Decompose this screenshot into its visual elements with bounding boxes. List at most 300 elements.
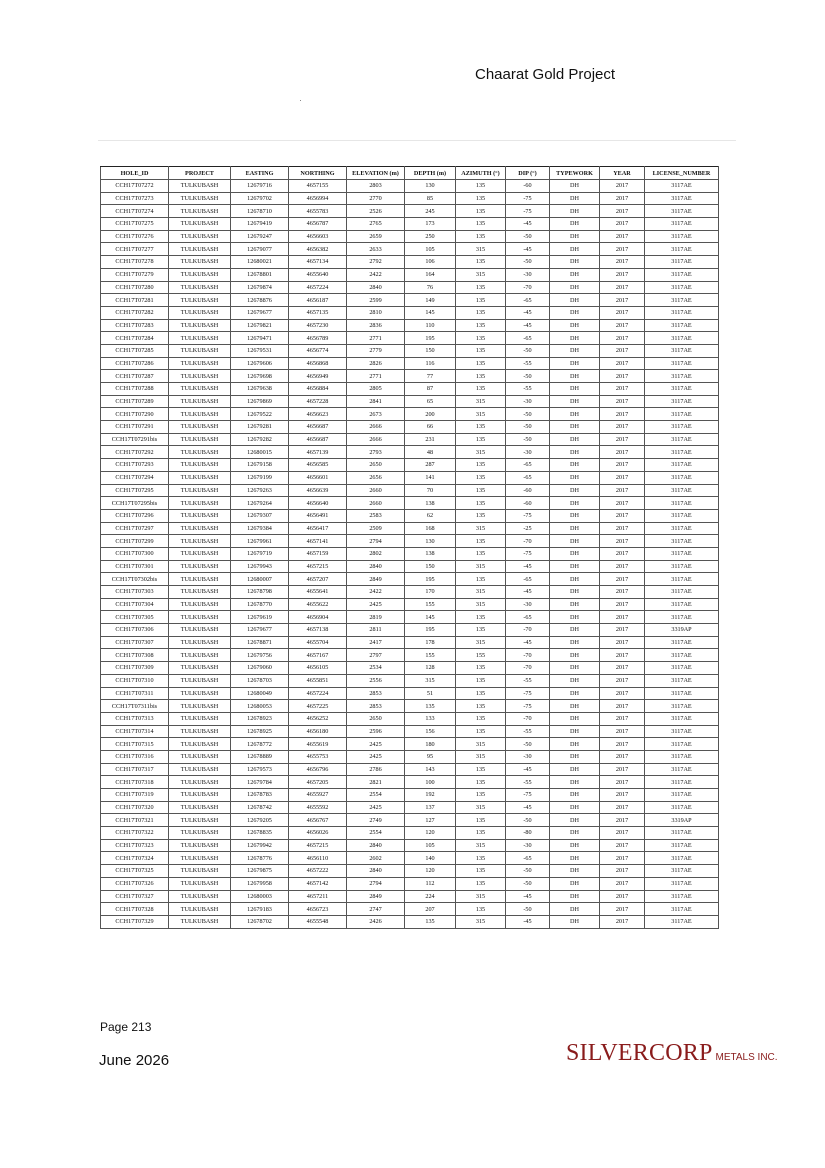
table-cell: CCH17T07311bis (101, 700, 169, 713)
table-cell: -30 (506, 268, 550, 281)
column-header: HOLE_ID (101, 167, 169, 180)
table-cell: CCH17T07302bis (101, 573, 169, 586)
table-cell: -80 (506, 827, 550, 840)
table-cell: 4657141 (289, 535, 347, 548)
table-cell: 3117AE (645, 877, 719, 890)
table-cell: 3117AE (645, 738, 719, 751)
table-cell: DH (550, 281, 600, 294)
table-cell: 2017 (600, 294, 645, 307)
table-row (101, 738, 719, 751)
table-cell: 4657159 (289, 547, 347, 560)
table-row (101, 459, 719, 472)
table-cell: 4656787 (289, 218, 347, 231)
table-cell: DH (550, 383, 600, 396)
table-cell: DH (550, 662, 600, 675)
table-cell: 135 (456, 535, 506, 548)
table-cell: 137 (405, 801, 456, 814)
table-cell: 4656105 (289, 662, 347, 675)
table-cell: 12679821 (231, 319, 289, 332)
table-cell: TULKUBASH (169, 839, 231, 852)
table-cell: -70 (506, 624, 550, 637)
table-cell: 315 (456, 243, 506, 256)
table-cell: 2660 (347, 497, 405, 510)
table-cell: 2659 (347, 230, 405, 243)
table-cell: 4655704 (289, 636, 347, 649)
table-row (101, 611, 719, 624)
table-row (101, 776, 719, 789)
table-cell: 4656603 (289, 230, 347, 243)
table-cell: TULKUBASH (169, 700, 231, 713)
table-cell: 4657207 (289, 573, 347, 586)
table-row (101, 344, 719, 357)
table-cell: -50 (506, 814, 550, 827)
column-header: YEAR (600, 167, 645, 180)
table-cell: -70 (506, 281, 550, 294)
table-cell: 135 (456, 484, 506, 497)
table-cell: 3117AE (645, 636, 719, 649)
table-cell: CCH17T07310 (101, 674, 169, 687)
table-cell: 4656949 (289, 370, 347, 383)
table-cell: 4656640 (289, 497, 347, 510)
table-cell: 4656601 (289, 471, 347, 484)
table-cell: 168 (405, 522, 456, 535)
logo-main-text: SILVERCORP (566, 1040, 713, 1066)
table-cell: CCH17T07285 (101, 344, 169, 357)
table-row (101, 319, 719, 332)
table-cell: 2017 (600, 598, 645, 611)
table-cell: 2017 (600, 814, 645, 827)
table-row (101, 750, 719, 763)
table-cell: DH (550, 789, 600, 802)
table-cell: 4656252 (289, 712, 347, 725)
table-cell: 315 (456, 839, 506, 852)
table-cell: 135 (456, 814, 506, 827)
table-cell: 112 (405, 877, 456, 890)
table-cell: 4656491 (289, 509, 347, 522)
table-cell: 2017 (600, 547, 645, 560)
table-row (101, 243, 719, 256)
table-cell: 12679199 (231, 471, 289, 484)
table-cell: 2660 (347, 484, 405, 497)
table-cell: DH (550, 344, 600, 357)
table-cell: 12678770 (231, 598, 289, 611)
table-cell: 3117AE (645, 459, 719, 472)
table-cell: CCH17T07306 (101, 624, 169, 637)
table-cell: 12678772 (231, 738, 289, 751)
table-cell: 4656723 (289, 903, 347, 916)
table-cell: -60 (506, 497, 550, 510)
table-cell: 3117AE (645, 446, 719, 459)
table-cell: DH (550, 712, 600, 725)
table-row (101, 408, 719, 421)
table-cell: 2017 (600, 763, 645, 776)
table-cell: 12678801 (231, 268, 289, 281)
table-cell: -50 (506, 433, 550, 446)
table-cell: 4656796 (289, 763, 347, 776)
table-cell: 87 (405, 383, 456, 396)
table-cell: DH (550, 687, 600, 700)
table-cell: 178 (405, 636, 456, 649)
table-cell: DH (550, 497, 600, 510)
table-row (101, 383, 719, 396)
table-cell: TULKUBASH (169, 294, 231, 307)
table-row (101, 522, 719, 535)
table-cell: CCH17T07291bis (101, 433, 169, 446)
table-row (101, 268, 719, 281)
table-cell: CCH17T07307 (101, 636, 169, 649)
column-header: PROJECT (169, 167, 231, 180)
table-row (101, 560, 719, 573)
table-cell: 3117AE (645, 674, 719, 687)
table-cell: 12678923 (231, 712, 289, 725)
table-cell: 3117AE (645, 230, 719, 243)
table-cell: CCH17T07321 (101, 814, 169, 827)
table-cell: TULKUBASH (169, 649, 231, 662)
table-cell: 3117AE (645, 408, 719, 421)
table-cell: CCH17T07284 (101, 332, 169, 345)
table-cell: 3117AE (645, 180, 719, 193)
table-cell: CCH17T07328 (101, 903, 169, 916)
table-cell: 2017 (600, 560, 645, 573)
table-cell: 315 (456, 915, 506, 928)
table-cell: 3117AE (645, 421, 719, 434)
table-row (101, 446, 719, 459)
table-cell: 3117AE (645, 865, 719, 878)
table-cell: TULKUBASH (169, 662, 231, 675)
table-cell: 3117AE (645, 789, 719, 802)
table-cell: -45 (506, 218, 550, 231)
table-cell: CCH17T07324 (101, 852, 169, 865)
table-cell: 3117AE (645, 890, 719, 903)
table-cell: 315 (456, 750, 506, 763)
table-cell: 195 (405, 332, 456, 345)
table-cell: 173 (405, 218, 456, 231)
table-cell: 4657215 (289, 839, 347, 852)
table-cell: DH (550, 192, 600, 205)
table-cell: 150 (405, 344, 456, 357)
table-cell: 135 (456, 877, 506, 890)
table-cell: -30 (506, 395, 550, 408)
table-cell: 149 (405, 294, 456, 307)
table-cell: CCH17T07301 (101, 560, 169, 573)
table-cell: 155 (405, 598, 456, 611)
table-cell: 135 (456, 763, 506, 776)
table-cell: 2526 (347, 205, 405, 218)
table-cell: DH (550, 598, 600, 611)
table-cell: 207 (405, 903, 456, 916)
table-cell: 2811 (347, 624, 405, 637)
table-cell: TULKUBASH (169, 205, 231, 218)
table-cell: 3117AE (645, 294, 719, 307)
table-cell: TULKUBASH (169, 535, 231, 548)
table-cell: 3117AE (645, 560, 719, 573)
table-cell: 4657225 (289, 700, 347, 713)
table-cell: 128 (405, 662, 456, 675)
table-cell: 2810 (347, 306, 405, 319)
table-cell: 120 (405, 827, 456, 840)
table-cell: 48 (405, 446, 456, 459)
table-cell: CCH17T07277 (101, 243, 169, 256)
table-cell: CCH17T07281 (101, 294, 169, 307)
table-cell: 12679677 (231, 306, 289, 319)
table-cell: 315 (456, 268, 506, 281)
table-cell: DH (550, 459, 600, 472)
table-cell: 2017 (600, 522, 645, 535)
table-cell: TULKUBASH (169, 852, 231, 865)
table-cell: 4656774 (289, 344, 347, 357)
table-cell: DH (550, 535, 600, 548)
table-cell: 12678889 (231, 750, 289, 763)
table-cell: TULKUBASH (169, 547, 231, 560)
table-cell: 12679264 (231, 497, 289, 510)
table-cell: 2771 (347, 370, 405, 383)
table-cell: 3117AE (645, 915, 719, 928)
table-cell: CCH17T07274 (101, 205, 169, 218)
table-cell: DH (550, 915, 600, 928)
table-cell: 135 (456, 674, 506, 687)
table-cell: 4657167 (289, 649, 347, 662)
table-cell: CCH17T07287 (101, 370, 169, 383)
table-cell: 3117AE (645, 433, 719, 446)
table-row (101, 370, 719, 383)
table-cell: DH (550, 801, 600, 814)
table-row (101, 547, 719, 560)
table-cell: 2826 (347, 357, 405, 370)
table-cell: 12678703 (231, 674, 289, 687)
table-cell: -75 (506, 509, 550, 522)
table-cell: 12680007 (231, 573, 289, 586)
table-cell: 12678776 (231, 852, 289, 865)
table-cell: 3117AE (645, 700, 719, 713)
table-cell: 2017 (600, 586, 645, 599)
table-cell: 4656026 (289, 827, 347, 840)
table-cell: DH (550, 763, 600, 776)
table-cell: 287 (405, 459, 456, 472)
table-cell: 2673 (347, 408, 405, 421)
table-cell: 4655641 (289, 586, 347, 599)
table-cell: -75 (506, 192, 550, 205)
table-cell: TULKUBASH (169, 180, 231, 193)
table-cell: TULKUBASH (169, 738, 231, 751)
table-cell: CCH17T07276 (101, 230, 169, 243)
table-cell: -55 (506, 357, 550, 370)
table-cell: 2017 (600, 700, 645, 713)
table-cell: CCH17T07327 (101, 890, 169, 903)
table-cell: 135 (456, 624, 506, 637)
table-cell: -75 (506, 700, 550, 713)
table-cell: 4655640 (289, 268, 347, 281)
table-cell: 12679282 (231, 433, 289, 446)
table-cell: CCH17T07319 (101, 789, 169, 802)
table-cell: CCH17T07292 (101, 446, 169, 459)
table-cell: 135 (456, 332, 506, 345)
table-cell: 2017 (600, 497, 645, 510)
table-cell: 2666 (347, 433, 405, 446)
table-cell: -75 (506, 547, 550, 560)
table-cell: 2849 (347, 573, 405, 586)
table-cell: TULKUBASH (169, 408, 231, 421)
table-cell: 4656767 (289, 814, 347, 827)
table-cell: 315 (456, 598, 506, 611)
table-cell: 2534 (347, 662, 405, 675)
table-cell: 2836 (347, 319, 405, 332)
table-cell: CCH17T07289 (101, 395, 169, 408)
table-cell: CCH17T07297 (101, 522, 169, 535)
table-row (101, 484, 719, 497)
table-cell: CCH17T07320 (101, 801, 169, 814)
table-cell: 12678702 (231, 915, 289, 928)
table-cell: TULKUBASH (169, 636, 231, 649)
table-cell: 2017 (600, 738, 645, 751)
table-cell: 2792 (347, 256, 405, 269)
table-cell: 3117AE (645, 573, 719, 586)
table-cell: 315 (405, 674, 456, 687)
table-cell: TULKUBASH (169, 611, 231, 624)
table-row (101, 205, 719, 218)
table-cell: 12678871 (231, 636, 289, 649)
table-cell: 12679869 (231, 395, 289, 408)
table-cell: 315 (456, 408, 506, 421)
table-cell: DH (550, 852, 600, 865)
table-cell: -65 (506, 611, 550, 624)
table-cell: 2417 (347, 636, 405, 649)
table-cell: 3117AE (645, 395, 719, 408)
table-cell: CCH17T07288 (101, 383, 169, 396)
table-cell: TULKUBASH (169, 332, 231, 345)
table-cell: 135 (456, 509, 506, 522)
table-cell: 77 (405, 370, 456, 383)
table-cell: 135 (456, 383, 506, 396)
table-cell: -70 (506, 712, 550, 725)
table-cell: 2017 (600, 674, 645, 687)
table-cell: 2797 (347, 649, 405, 662)
table-cell: DH (550, 230, 600, 243)
table-cell: 135 (456, 421, 506, 434)
table-cell: 145 (405, 611, 456, 624)
table-cell: 145 (405, 306, 456, 319)
table-cell: TULKUBASH (169, 446, 231, 459)
table-cell: 231 (405, 433, 456, 446)
table-cell: TULKUBASH (169, 459, 231, 472)
table-cell: TULKUBASH (169, 383, 231, 396)
table-cell: -50 (506, 370, 550, 383)
table-cell: 12679384 (231, 522, 289, 535)
table-cell: 4655927 (289, 789, 347, 802)
table-cell: DH (550, 256, 600, 269)
table-cell: 2017 (600, 408, 645, 421)
table-cell: -45 (506, 306, 550, 319)
table-cell: 12679247 (231, 230, 289, 243)
table-cell: 3117AE (645, 839, 719, 852)
table-cell: CCH17T07293 (101, 459, 169, 472)
table-cell: 3319AP (645, 624, 719, 637)
table-cell: DH (550, 446, 600, 459)
table-row (101, 332, 719, 345)
table-cell: 3117AE (645, 598, 719, 611)
table-cell: -75 (506, 205, 550, 218)
table-cell: 12679677 (231, 624, 289, 637)
table-cell: 2017 (600, 865, 645, 878)
table-row (101, 814, 719, 827)
table-cell: CCH17T07325 (101, 865, 169, 878)
column-header: AZIMUTH (°) (456, 167, 506, 180)
table-cell: DH (550, 421, 600, 434)
drillhole-table (100, 166, 719, 929)
table-cell: 12679756 (231, 649, 289, 662)
table-cell: -55 (506, 776, 550, 789)
column-header: LICENSE_NUMBER (645, 167, 719, 180)
table-cell: 12679961 (231, 535, 289, 548)
table-cell: DH (550, 294, 600, 307)
table-cell: TULKUBASH (169, 865, 231, 878)
table-cell: -70 (506, 662, 550, 675)
table-row (101, 256, 719, 269)
table-cell: CCH17T07329 (101, 915, 169, 928)
table-cell: 224 (405, 890, 456, 903)
table-cell: 4655592 (289, 801, 347, 814)
table-cell: 2017 (600, 446, 645, 459)
table-cell: 2017 (600, 789, 645, 802)
table-cell: 3117AE (645, 852, 719, 865)
table-cell: 2017 (600, 395, 645, 408)
table-cell: 2017 (600, 915, 645, 928)
table-cell: 4657142 (289, 877, 347, 890)
table-cell: 12678742 (231, 801, 289, 814)
table-cell: 100 (405, 776, 456, 789)
table-cell: 12679205 (231, 814, 289, 827)
table-cell: 3117AE (645, 586, 719, 599)
table-cell: TULKUBASH (169, 268, 231, 281)
table-cell: 12679522 (231, 408, 289, 421)
table-cell: 3117AE (645, 801, 719, 814)
table-cell: 4657135 (289, 306, 347, 319)
table-cell: -75 (506, 789, 550, 802)
table-cell: TULKUBASH (169, 763, 231, 776)
table-cell: DH (550, 268, 600, 281)
table-cell: 2849 (347, 890, 405, 903)
table-cell: -45 (506, 560, 550, 573)
table-cell: -50 (506, 408, 550, 421)
table-cell: CCH17T07282 (101, 306, 169, 319)
table-cell: DH (550, 738, 600, 751)
table-row (101, 497, 719, 510)
table-cell: 3319AP (645, 814, 719, 827)
table-cell: 12680003 (231, 890, 289, 903)
table-cell: CCH17T07295bis (101, 497, 169, 510)
table-cell: 2422 (347, 586, 405, 599)
table-cell: -65 (506, 294, 550, 307)
table-cell: 2853 (347, 687, 405, 700)
table-cell: 2556 (347, 674, 405, 687)
table-cell: TULKUBASH (169, 598, 231, 611)
table-cell: 3117AE (645, 662, 719, 675)
table-cell: 3117AE (645, 725, 719, 738)
table-cell: -45 (506, 890, 550, 903)
table-cell: -65 (506, 471, 550, 484)
table-cell: TULKUBASH (169, 915, 231, 928)
stray-mark (300, 100, 301, 101)
table-cell: 2794 (347, 877, 405, 890)
table-cell: 4656585 (289, 459, 347, 472)
table-cell: 4657230 (289, 319, 347, 332)
table-cell: 12679716 (231, 180, 289, 193)
table-cell: -45 (506, 915, 550, 928)
table-cell: 4657134 (289, 256, 347, 269)
table-cell: -25 (506, 522, 550, 535)
table-cell: 2786 (347, 763, 405, 776)
table-cell: 12679060 (231, 662, 289, 675)
table-cell: 315 (456, 738, 506, 751)
